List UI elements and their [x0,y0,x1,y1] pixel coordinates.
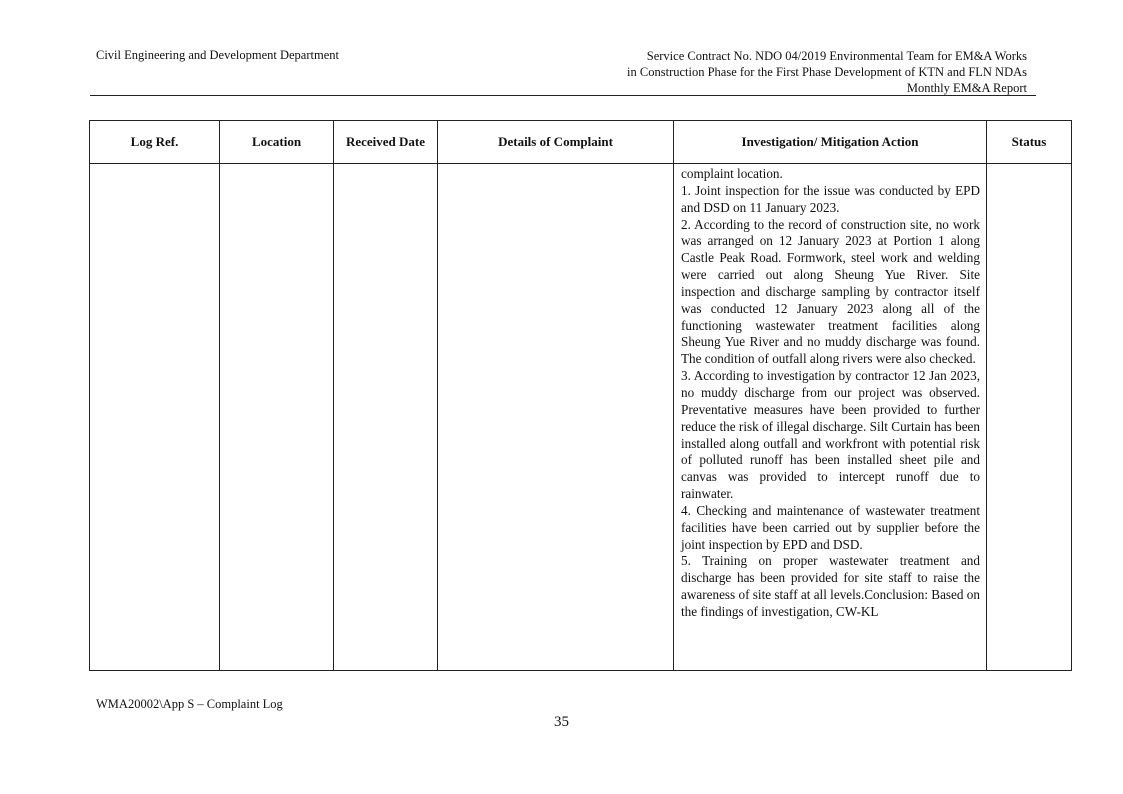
header-report-title: Monthly EM&A Report [906,81,1027,95]
header-department: Civil Engineering and Development Department [96,48,339,62]
column-header-details: Details of Complaint [438,121,674,164]
table-header-row [90,121,1072,164]
cell-location [220,164,334,671]
table-row [90,164,1072,671]
investigation-paragraph: 4. Checking and maintenance of wastewater treatment facilities have been carried out by supplier before the joint inspection by EPD and DSD. [681,502,980,552]
page-number: 35 [554,714,569,730]
cell-details [438,164,674,671]
footer-document-ref: WMA20002\App S – Complaint Log [96,697,283,711]
cell-log-ref [90,164,220,671]
cell-investigation [674,164,987,671]
header-contract-info [627,48,1027,96]
column-header-status: Status [987,121,1072,164]
complaint-log-table [89,120,1072,671]
investigation-paragraph: 2. According to the record of construction site, no work was arranged on 12 January 2023 at Portion 1 along Castle Peak Road. Formwork, steel work and welding were carried out along Sheung Yue River. Site inspection and discharge sampling by contractor itself was conducted 12 January 2023 along all of the functioning wastewater treatment facilities along Sheung Yue River and no muddy discharge was found. The condition of outfall along rivers were also checked. [681,216,980,367]
header-contract-line-1: Service Contract No. NDO 04/2019 Environmental Team for EM&A Works [646,49,1027,63]
header-rule [90,95,1036,96]
column-header-received-date: Received Date [334,121,438,164]
investigation-paragraph: 3. According to investigation by contractor 12 Jan 2023, no muddy discharge from our project was observed. Preventative measures have been provided to further reduce the risk of illegal discharge. Silt Curtain has been installed along outfall and workfront with potential risk of polluted runoff has been installed sheet pile and canvas was provided to intercept runoff due to rainwater. [681,368,980,502]
header-contract-line-2: in Construction Phase for the First Phase Development of KTN and FLN NDAs [627,65,1027,79]
cell-received-date [334,164,438,671]
column-header-location: Location [220,121,334,164]
cell-status [987,164,1072,671]
column-header-investigation: Investigation/ Mitigation Action [674,121,987,164]
investigation-paragraph: 5. Training on proper wastewater treatment and discharge has been provided for site staff to raise the awareness of site staff at all levels.Conclusion: Based on the findings of investigation, CW-KL [681,553,980,619]
investigation-paragraph: complaint location. [681,166,783,181]
column-header-log-ref: Log Ref. [90,121,220,164]
investigation-paragraph: 1. Joint inspection for the issue was conducted by EPD and DSD on 11 January 2023. [681,182,980,215]
